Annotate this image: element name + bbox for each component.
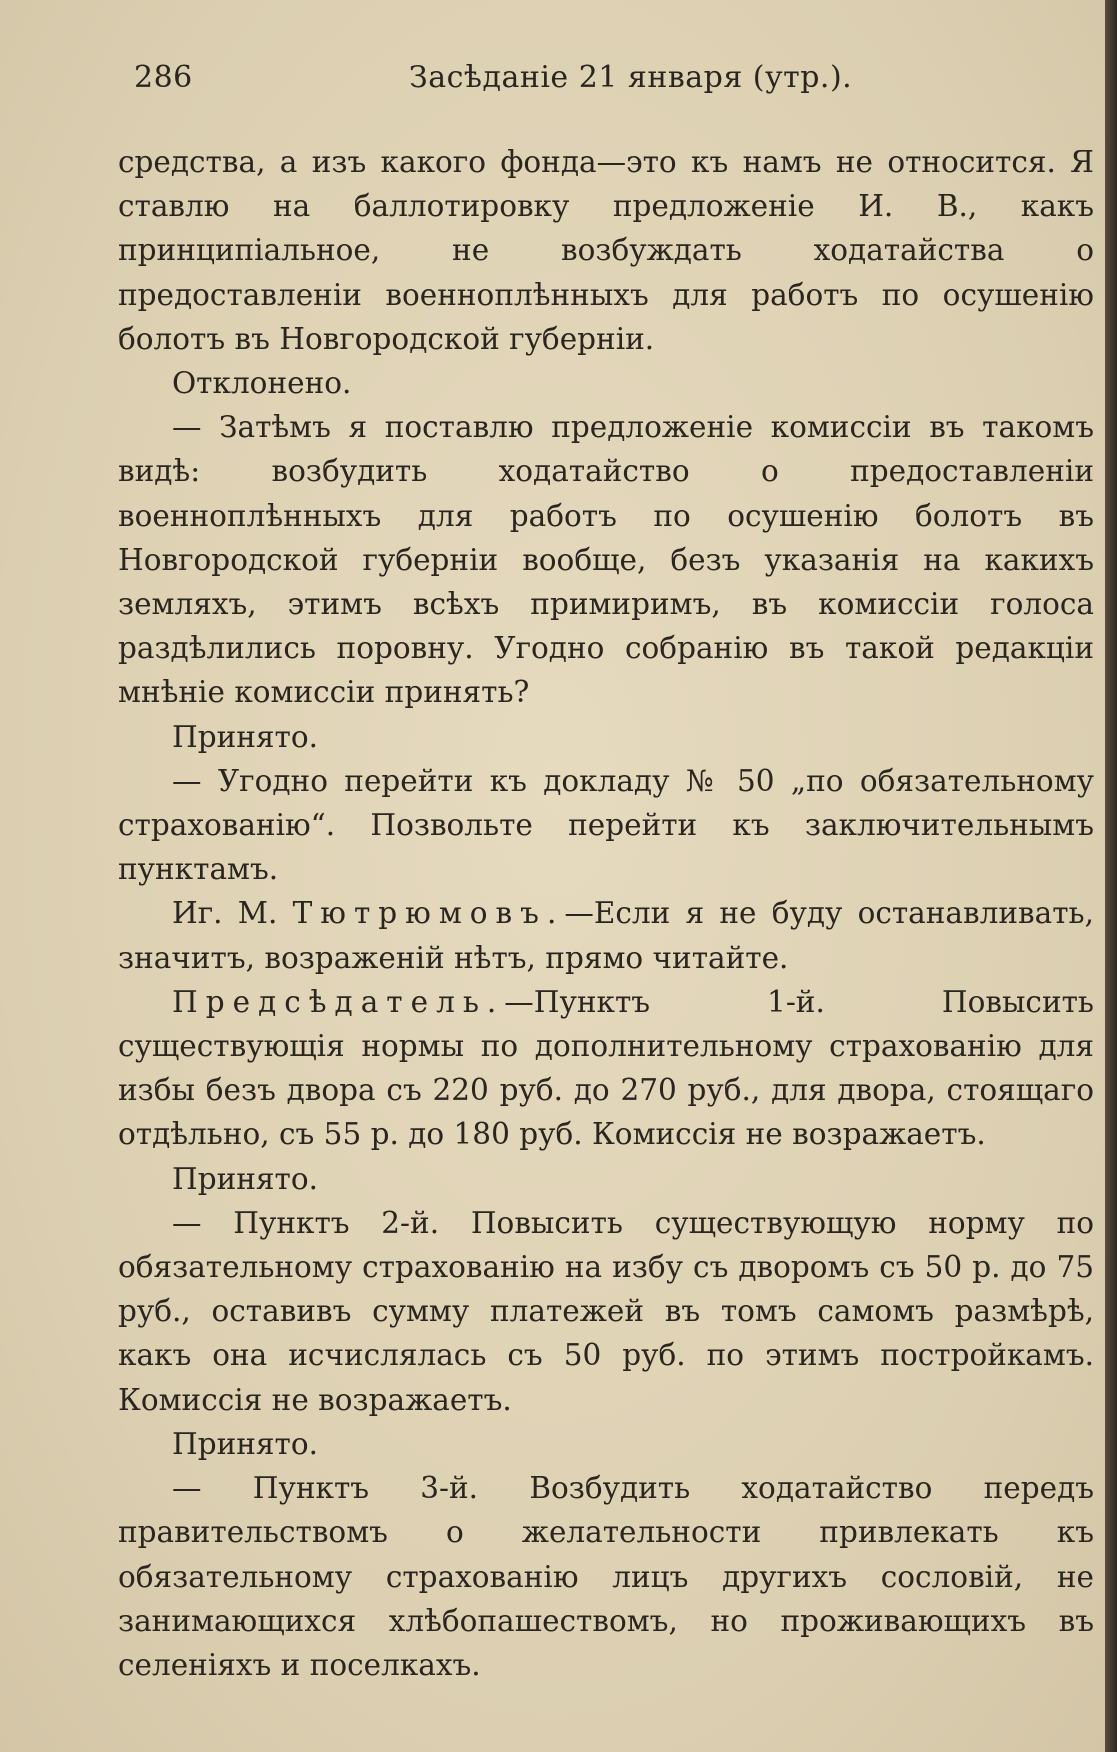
page-edge-shadow (1105, 0, 1117, 1752)
speaker-name: Тютрюмовъ. (292, 896, 565, 931)
paragraph-10: Принято. (172, 1426, 319, 1461)
paragraph-8: Принято. (172, 1161, 319, 1196)
speaker-name: Предсѣдатель. (172, 984, 505, 1019)
paragraph-2: Отклонено. (172, 366, 352, 401)
paragraph-5: — Угодно перейти къ докладу № 50 „по обязательному страхованію“. Позвольте перейти къ заключительнымъ пунктамъ. (118, 763, 1094, 887)
paragraph-7: Предсѣдатель.—Пунктъ 1-й. Повысить существующія нормы по дополнительному страхованію для избы безъ двора съ 220 руб. до 270 руб., для двора, стоящаго отдѣльно, съ 55 р. до 180 руб. Комиссія не возражаетъ. (118, 984, 1094, 1152)
paragraph-4: Принято. (172, 719, 319, 754)
page-number: 286 (134, 60, 193, 95)
paragraph-11: — Пунктъ 3-й. Возбудить ходатайство передъ правительствомъ о желательности привлекать къ обязательному страхованію лицъ другихъ сословій, не занимающихся хлѣбопашествомъ, но проживающихъ въ селеніяхъ и поселкахъ. (118, 1471, 1094, 1682)
paragraph-6: Иг. М. Тютрюмовъ.—Если я не буду останавливать, значитъ, возраженій нѣтъ, прямо читайте. (118, 896, 1094, 975)
running-title: Засѣданіе 21 января (утр.). (409, 60, 853, 95)
paragraph-1: средства, а изъ какого фонда—это къ намъ не относится. Я ставлю на баллотировку предложеніе И. В., какъ принципіальное, не возбуждать ходатайства о предоставленіи военноплѣнныхъ для работъ по осушенію болотъ въ Новгородской губерніи. (118, 145, 1094, 356)
page-body (118, 140, 1094, 1687)
paragraph-9: — Пунктъ 2-й. Повысить существующую норму по обязательному страхованію на избу съ дворомъ съ 50 р. до 75 руб., оставивъ сумму платежей въ томъ самомъ размѣрѣ, какъ она исчислялась съ 50 руб. по этимъ постройкамъ. Комиссія не возражаетъ. (118, 1205, 1094, 1417)
paragraph-3: — Затѣмъ я поставлю предложеніе комиссіи въ такомъ видѣ: возбудить ходатайство о предоставленіи военноплѣнныхъ для работъ по осушенію болотъ въ Новгородской губерніи вообще, безъ указанія на какихъ земляхъ, этимъ всѣхъ примиримъ, въ комиссіи голоса раздѣлились поровну. Угодно собранію въ такой редакціи мнѣніе комиссіи принять? (118, 410, 1094, 710)
page-header (134, 60, 1094, 110)
